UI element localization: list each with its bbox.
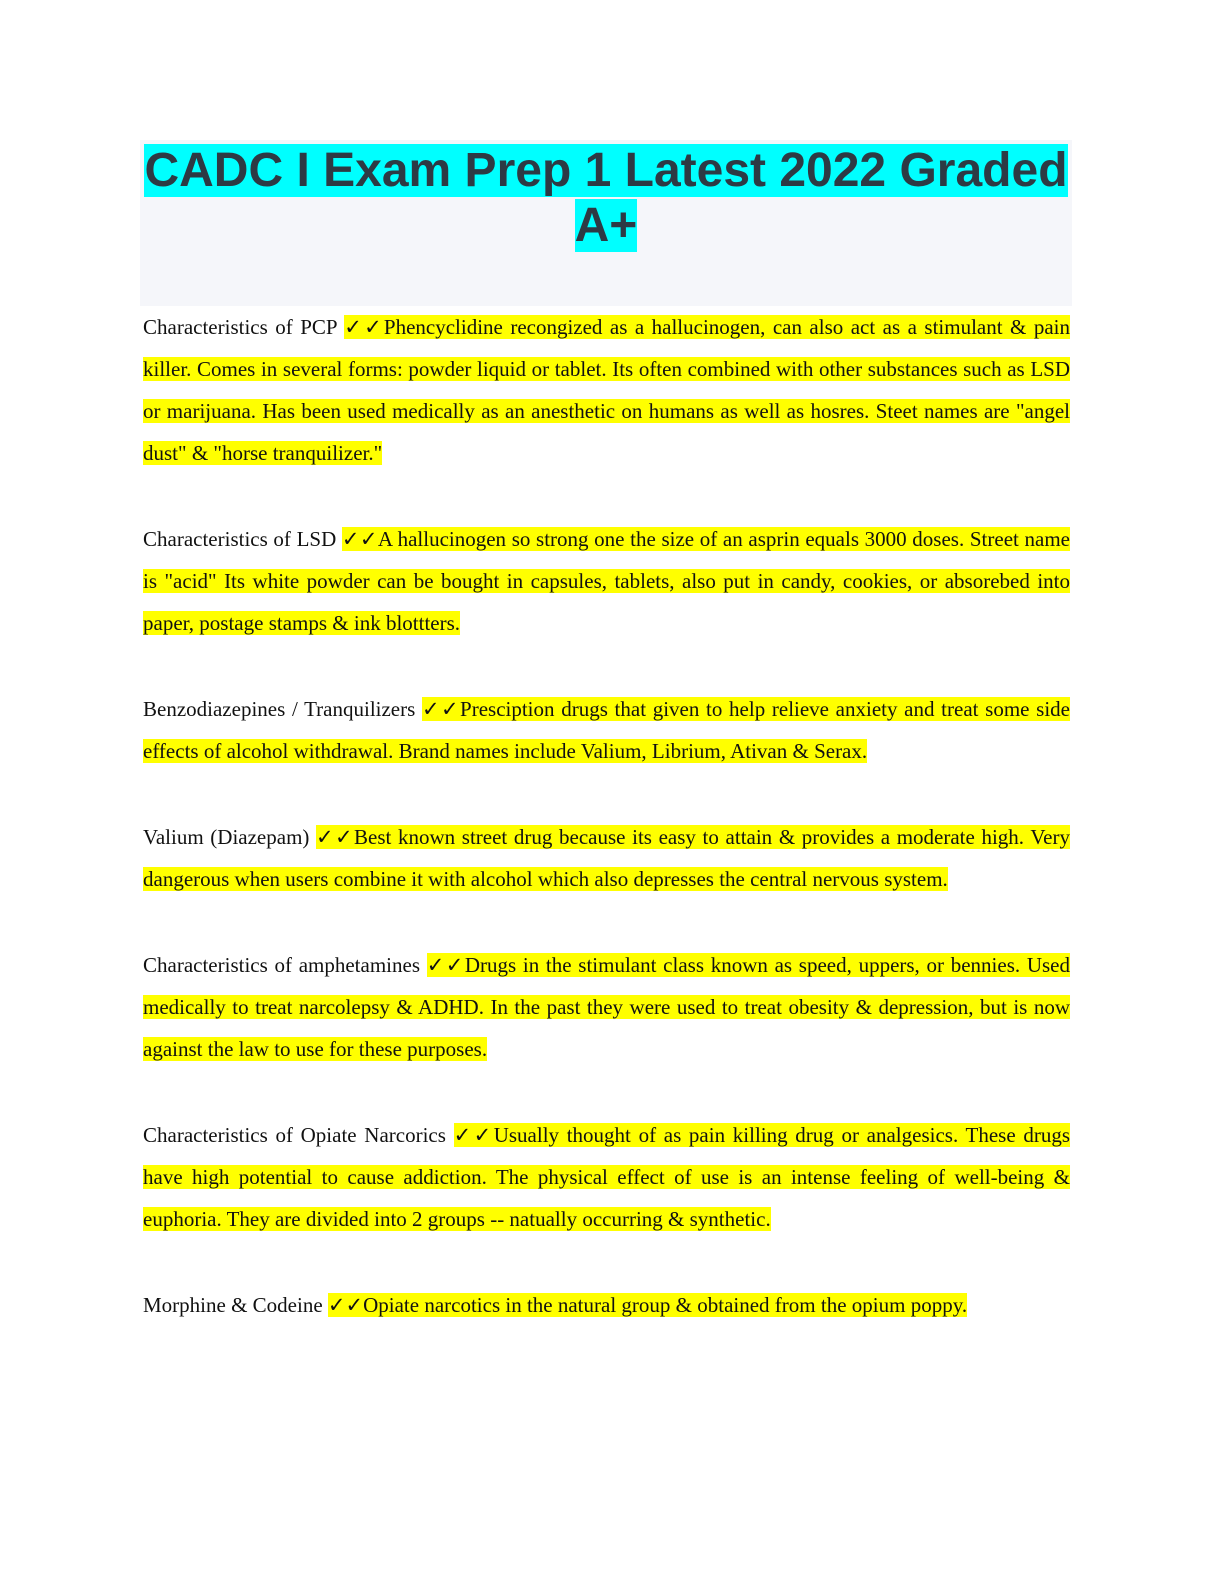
flashcard-entry bbox=[143, 306, 1070, 474]
entry-answer: Presciption drugs that given to help relieve anxiety and treat some side effects of alcohol withdrawal. Brand names include Valium, Librium, Ativan & Serax. bbox=[143, 697, 1070, 763]
entry-answer: A hallucinogen so strong one the size of an asprin equals 3000 doses. Street name is "acid" Its white powder can be bought in capsules, tablets, also put in candy, cookies, or absorebed into paper, postage stamps & ink blottters. bbox=[143, 527, 1070, 635]
document-title bbox=[140, 140, 1072, 253]
entry-term: Valium (Diazepam) bbox=[143, 825, 310, 849]
flashcard-entry bbox=[143, 518, 1070, 644]
flashcard-entry bbox=[143, 816, 1070, 900]
entry-answer: Drugs in the stimulant class known as speed, uppers, or bennies. Used medically to treat narcolepsy & ADHD. In the past they were used to treat obesity & depression, but is now against the law to use for these purposes. bbox=[143, 953, 1070, 1061]
entry-term: Characteristics of LSD bbox=[143, 527, 337, 551]
double-check-icon: ✓✓ bbox=[341, 527, 378, 551]
title-highlight: CADC I Exam Prep 1 Latest 2022 Graded A+ bbox=[144, 144, 1068, 252]
double-check-icon: ✓✓ bbox=[421, 697, 461, 721]
flashcard-entry bbox=[143, 1114, 1070, 1240]
double-check-icon: ✓✓ bbox=[453, 1123, 494, 1147]
entry-term: Benzodiazepines / Tranquilizers bbox=[143, 697, 416, 721]
entry-answer: Usually thought of as pain killing drug or analgesics. These drugs have high potential to cause addiction. The physical effect of use is an intense feeling of well-being & euphoria. They are divided into 2 groups -- natually occurring & synthetic. bbox=[143, 1123, 1071, 1231]
entry-answer: Phencyclidine recongized as a hallucinogen, can also act as a stimulant & pain killer. Comes in several forms: powder liquid or tablet. Its often combined with other substances such as LSD or marijuana. Has been used medically as an anesthetic on humans as well as hosres. Steet names are "angel dust" & "horse tranquilizer." bbox=[143, 315, 1070, 465]
entry-answer: Opiate narcotics in the natural group & obtained from the opium poppy. bbox=[363, 1293, 968, 1317]
entry-answer: Best known street drug because its easy to attain & provides a moderate high. Very dangerous when users combine it with alcohol which also depresses the central nervous system. bbox=[143, 825, 1070, 891]
entry-term: Characteristics of PCP bbox=[143, 315, 337, 339]
title-block bbox=[140, 140, 1072, 306]
flashcard-entry bbox=[143, 944, 1070, 1070]
entry-answer-highlight bbox=[328, 1293, 967, 1317]
entry-term: Characteristics of amphetamines bbox=[143, 953, 420, 977]
entry-term: Morphine & Codeine bbox=[143, 1293, 323, 1317]
flashcard-list bbox=[143, 306, 1070, 1370]
flashcard-entry bbox=[143, 688, 1070, 772]
double-check-icon: ✓✓ bbox=[316, 825, 355, 849]
double-check-icon: ✓✓ bbox=[344, 315, 384, 339]
double-check-icon: ✓✓ bbox=[327, 1293, 364, 1317]
double-check-icon: ✓✓ bbox=[426, 953, 465, 977]
flashcard-entry bbox=[143, 1284, 1070, 1326]
entry-term: Characteristics of Opiate Narcorics bbox=[143, 1123, 446, 1147]
